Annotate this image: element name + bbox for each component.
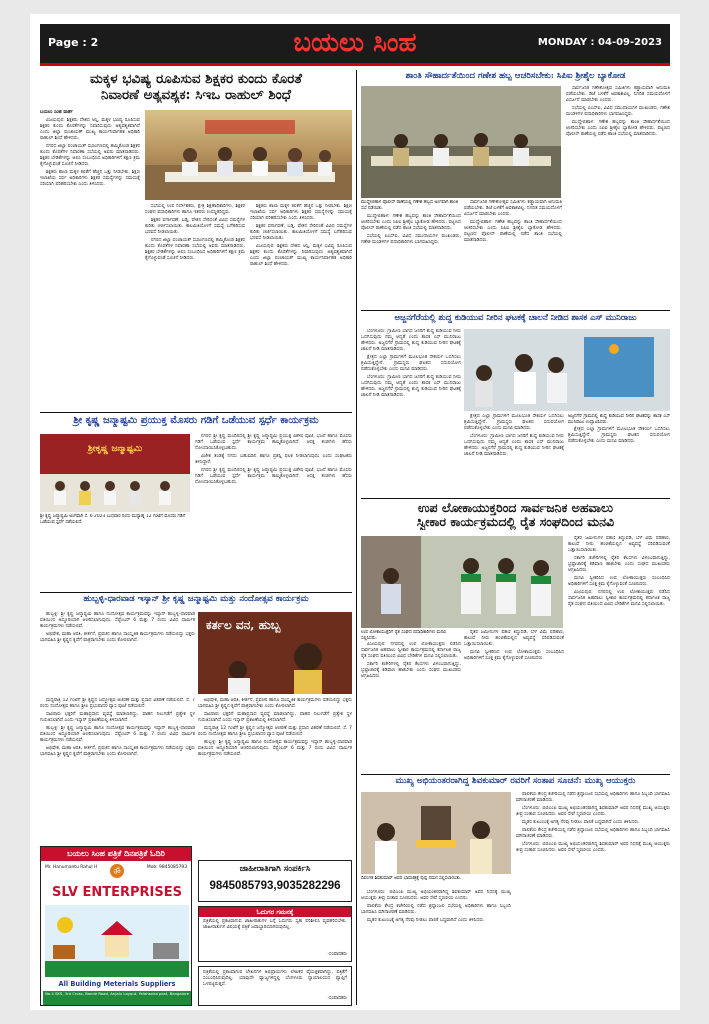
story2-para1: ಮುದ್ದೇಬಿಹಾಳ: ಗಣೇಶ ಹಬ್ಬವನ್ನು ಶಾಂತಿ ಸೌಹಾರ್ದತೆಯಿಂದ ಆಚರಿಸಬೇಕು ಎಂದು ಸಿಪಿಐ ಶ್ರೀಶೈಲ ಬ್ಯಾಕೋಡ ಹೇಳಿದರು. ಪಟ್ಟಣದ ಪೊಲೀಸ್ ಠಾಣೆಯಲ್ಲಿ ನಡೆದ ಶಾಂತಿ ಸಭೆಯಲ್ಲಿ ಮಾತನಾಡಿದರು.: [361, 214, 461, 231]
story3-para1: ಬೆಂಗಳೂರು: ಗ್ರಾಮೀಣ ಭಾಗದ ಜನರಿಗೆ ಶುದ್ಧ ಕುಡಿಯುವ ನೀರು ಒದಗಿಸುವುದು ನಮ್ಮ ಆದ್ಯತೆ ಎಂದು ಶಾಸಕ ಎಸ್ ಮುನಿರಾಜು ಹೇಳಿದರು. ಅಜ್ಜನಗೆರೆ ಗ್ರಾಮದಲ್ಲಿ ಶುದ್ಧ ಕುಡಿಯುವ ನೀರಿನ ಘಟಕಕ್ಕೆ ಚಾಲನೆ ನೀಡಿ ಮಾತನಾಡಿದರು.: [361, 329, 461, 352]
story6-photo: [361, 536, 563, 628]
story5-para4: ಸಾವಿರಾರು ಭಕ್ತರಿಗೆ ಮಹಾಪ್ರಸಾದ ವ್ಯವಸ್ಥೆ ಮಾಡಲಾಗಿದ್ದು, ವಾಹನ ನಿಲುಗಡೆಗೆ ಪ್ರತ್ಯೇಕ ಸ್ಥಳ ಗುರುತಿಸಲಾಗಿದೆ ಎಂದು ಇಸ್ಕಾನ್ ಪ್ರಕಟಣೆಯಲ್ಲಿ ತಿಳಿಸಲಾಗಿದೆ.: [40, 712, 195, 723]
story2-column-2: [464, 200, 562, 308]
story2-para3-cont: ಸಭೆಯಲ್ಲಿ ಪಿಎಸ್ಐ, ವಿವಿಧ ಸಮುದಾಯಗಳ ಮುಖಂಡರು, ಗಣೇಶ ಮಂಡಳಿಗಳ ಪದಾಧಿಕಾರಿಗಳು ಭಾಗವಹಿಸಿದ್ದರು.: [361, 234, 461, 245]
ad-editorial-notice-signature: -ಸಂಪಾದಕರು: [327, 996, 347, 1001]
story6-headline: [361, 501, 670, 530]
svg-text:ॐ: ॐ: [113, 867, 121, 876]
ad-reader-notice-header: ಓದುಗರ ಗಮನಕ್ಕೆ: [199, 907, 351, 917]
column-divider: [356, 70, 357, 1005]
story3-column-1: [361, 329, 461, 495]
story7-para2-more: ಪಾಲಿಕೆಯ ಕೇಂದ್ರ ಕಚೇರಿಯಲ್ಲಿ ನಡೆದ ಶ್ರದ್ಧಾಂಜಲಿ ಸಭೆಯಲ್ಲಿ ಅಧಿಕಾರಿಗಳು ಹಾಗೂ ಸಿಬ್ಬಂದಿ ಭಾಗವಹಿಸಿ ಮೌನಾಚರಣೆ ಮಾಡಿದರು.: [516, 828, 670, 839]
story7-para1-more: ಬೆಂಗಳೂರು: ಬಿಬಿಎಂಪಿ ಮುಖ್ಯ ಅಭಿಯಂತರರಾಗಿದ್ದ ಶಿವಕುಮಾರ್ ಅವರ ನಿಧನಕ್ಕೆ ಮುಖ್ಯ ಆಯುಕ್ತರು ತೀವ್ರ ಸಂತಾಪ ಸೂಚಿಸಿದರು. ಅವರ ಸೇವೆ ಸ್ಮರಣೀಯ ಎಂದರು.: [516, 842, 670, 853]
story5-para1-more: ಹುಬ್ಬಳ್ಳಿ: ಶ್ರೀ ಕೃಷ್ಣ ಜನ್ಮಾಷ್ಟಮಿ ಹಾಗೂ ನಂದೋತ್ಸವ ಕಾರ್ಯಕ್ರಮವನ್ನು ಇಸ್ಕಾನ್ ಹುಬ್ಬಳ್ಳಿ-ಧಾರವಾಡ ವತಿಯಿಂದ ಅದ್ದೂರಿಯಾಗಿ ಆಚರಿಸಲಾಗುವುದು. ಸೆಪ್ಟೆಂಬರ್ 6 ಮತ್ತು 7 ರಂದು ವಿವಿಧ ಧಾರ್ಮಿಕ ಕಾರ್ಯಕ್ರಮಗಳು ನಡೆಯಲಿವೆ.: [198, 740, 352, 757]
story1-para2: ನಗರದ ಜಿಲ್ಲಾ ಪಂಚಾಯತ್ ಸಭಾಂಗಣದಲ್ಲಿ ಹಮ್ಮಿಕೊಂಡ ಶಿಕ್ಷಕರ ಕುಂದು ಕೊರತೆಗಳ ನಿವಾರಣಾ ಸಭೆಯಲ್ಲಿ ಅವರು ಮಾತನಾಡಿದರು. ಶಿಕ್ಷಕರ ಬೇಡಿಕೆಗಳನ್ನು ಆಲಿಸಿ ಸಂಬಂಧಿಸಿದ ಅಧಿಕಾರಿಗಳಿಗೆ ತಕ್ಷಣ ಕ್ರಮ ಕೈಗೊಳ್ಳುವಂತೆ ಸೂಚನೆ ನೀಡಿದರು.: [40, 144, 140, 167]
story-divider: [361, 498, 670, 499]
story1-column-2: [145, 204, 245, 444]
ad-editorial-notice-box: [198, 966, 352, 1006]
ad-slv-top-banner: ಬಯಲು ಸಿಂಹ ಪತ್ರಿಕೆ ದಿನಪತ್ರಿಕೆ ಓದಿರಿ: [41, 847, 191, 861]
story1-dateline: ಬಯಲು ಸಿಂಹ ವಾರ್ತೆ: [40, 110, 73, 115]
story5-column-3: [198, 698, 352, 840]
ad-reader-notice-box: [198, 906, 352, 962]
story1-para2-cont: ನಗರದ ಜಿಲ್ಲಾ ಪಂಚಾಯತ್ ಸಭಾಂಗಣದಲ್ಲಿ ಹಮ್ಮಿಕೊಂಡ ಶಿಕ್ಷಕರ ಕುಂದು ಕೊರತೆಗಳ ನಿವಾರಣಾ ಸಭೆಯಲ್ಲಿ ಅವರು ಮಾತನಾಡಿದರು. ಶಿಕ್ಷಕರ ಬೇಡಿಕೆಗಳನ್ನು ಆಲಿಸಿ ಸಂಬಂಧಿಸಿದ ಅಧಿಕಾರಿಗಳಿಗೆ ತಕ್ಷಣ ಕ್ರಮ ಕೈಗೊಳ್ಳುವಂತೆ ಸೂಚನೆ ನೀಡಿದರು.: [145, 238, 245, 261]
story5-para1-cont: ಹುಬ್ಬಳ್ಳಿ: ಶ್ರೀ ಕೃಷ್ಣ ಜನ್ಮಾಷ್ಟಮಿ ಹಾಗೂ ನಂದೋತ್ಸವ ಕಾರ್ಯಕ್ರಮವನ್ನು ಇಸ್ಕಾನ್ ಹುಬ್ಬಳ್ಳಿ-ಧಾರವಾಡ ವತಿಯಿಂದ ಅದ್ದೂರಿಯಾಗಿ ಆಚರಿಸಲಾಗುವುದು. ಸೆಪ್ಟೆಂಬರ್ 6 ಮತ್ತು 7 ರಂದು ವಿವಿಧ ಧಾರ್ಮಿಕ ಕಾರ್ಯಕ್ರಮಗಳು ನಡೆಯಲಿವೆ.: [40, 726, 195, 743]
story7-para2-cont: ಪಾಲಿಕೆಯ ಕೇಂದ್ರ ಕಚೇರಿಯಲ್ಲಿ ನಡೆದ ಶ್ರದ್ಧಾಂಜಲಿ ಸಭೆಯಲ್ಲಿ ಅಧಿಕಾರಿಗಳು ಹಾಗೂ ಸಿಬ್ಬಂದಿ ಭಾಗವಹಿಸಿ ಮೌನಾಚರಣೆ ಮಾಡಿದರು.: [516, 792, 670, 803]
story4-photo-banner: ಶ್ರೀಕೃಷ್ಣ ಜನ್ಮಾಷ್ಟಮಿ: [87, 444, 143, 454]
story1-photo-meeting: [145, 110, 352, 200]
story3-para1-more: ಬೆಂಗಳೂರು: ಗ್ರಾಮೀಣ ಭಾಗದ ಜನರಿಗೆ ಶುದ್ಧ ಕುಡಿಯುವ ನೀರು ಒದಗಿಸುವುದು ನಮ್ಮ ಆದ್ಯತೆ ಎಂದು ಶಾಸಕ ಎಸ್ ಮುನಿರಾಜು ಹೇಳಿದರು. ಅಜ್ಜನಗೆರೆ ಗ್ರಾಮದಲ್ಲಿ ಶುದ್ಧ ಕುಡಿಯುವ ನೀರಿನ ಘಟಕಕ್ಕೆ ಚಾಲನೆ ನೀಡಿ ಮಾತನಾಡಿದರು.: [464, 434, 564, 457]
story5-column-2: [40, 698, 195, 840]
story4-headline: ಶ್ರೀ ಕೃಷ್ಣ ಜನ್ಮಾಷ್ಟಮಿ ಪ್ರಯುಕ್ತ ಮೊಸರು ಗಡಿಗೆ ಒಡೆಯುವ ಸ್ಪರ್ಧೆ ಕಾರ್ಯಕ್ರಮ: [73, 415, 319, 426]
story6-column-2: [464, 630, 564, 772]
story2-caption: ಮುದ್ದೇಬಿಹಾಳ ಪೊಲೀಸ್ ಠಾಣೆಯಲ್ಲಿ ಗಣೇಶ ಹಬ್ಬದ ಅಂಗವಾಗಿ ಶಾಂತಿ ಸಭೆ ನಡೆಯಿತು.: [361, 200, 459, 211]
story6-caption: ಉಪ ಲೋಕಾಯುಕ್ತರಿಗೆ ರೈತ ಸಂಘದ ಪದಾಧಿಕಾರಿಗಳು ಮನವಿ ಸಲ್ಲಿಸಿದರು.: [361, 630, 446, 641]
story4-para2: ವಿಜೇತ ತಂಡಕ್ಕೆ ನಗದು ಬಹುಮಾನ ಹಾಗೂ ಪ್ರಶಸ್ತಿ ಫಲಕ ನೀಡಲಾಗುವುದು ಎಂದು ಸಂಘಟಕರು ತಿಳಿಸಿದ್ದಾರೆ.: [195, 454, 352, 465]
story6-para4-cont: ಮನವಿ ಸ್ವೀಕರಿಸಿದ ಉಪ ಲೋಕಾಯುಕ್ತರು ಸಂಬಂಧಿಸಿದ ಅಧಿಕಾರಿಗಳಿಗೆ ಸೂಕ್ತ ಕ್ರಮ ಕೈಗೊಳ್ಳುವಂತೆ ಸೂಚಿಸಿದರು.: [464, 650, 564, 661]
story5-headline: ಹುಬ್ಬಳ್ಳಿ-ಧಾರವಾಡ ಇಸ್ಕಾನ್ ಶ್ರೀ ಕೃಷ್ಣ ಜನ್ಮಾಷ್ಟಮಿ ಮತ್ತು ನಂದೋತ್ಸವ ಕಾರ್ಯಕ್ರಮ: [83, 595, 309, 604]
story6-photo-petition: [361, 536, 563, 628]
story1-para3: ಶಿಕ್ಷಕರು ಶಾಲಾ ಮಕ್ಕಳ ಕಲಿಕೆಗೆ ಹೆಚ್ಚಿನ ಒತ್ತು ನೀಡಬೇಕು. ಶಿಕ್ಷಣ ಇಲಾಖೆಯ ಸರ್ವ ಅಧಿಕಾರಿಗಳು ಶಿಕ್ಷಕರ ಸಮಸ್ಯೆಗಳನ್ನು ಸಮಯಕ್ಕೆ ಸರಿಯಾಗಿ ಪರಿಹರಿಸಬೇಕು ಎಂದು ತಿಳಿಸಿದರು.: [40, 170, 140, 187]
story4-para1-cont: ನಗರದ ಶ್ರೀ ಕೃಷ್ಣ ಮಂದಿರದಲ್ಲಿ ಶ್ರೀ ಕೃಷ್ಣ ಜನ್ಮಾಷ್ಟಮಿ ಪ್ರಯುಕ್ತ ವಿಶೇಷ ಪೂಜೆ, ಭಜನೆ ಹಾಗೂ ಮೊಸರು ಗಡಿಗೆ ಒಡೆಯುವ ಸ್ಪರ್ಧೆ ಕಾರ್ಯಕ್ರಮ ಹಮ್ಮಿಕೊಳ್ಳಲಾಗಿದೆ. ಆಸಕ್ತ ತಂಡಗಳು ಹೆಸರು ನೋಂದಾಯಿಸಿಕೊಳ್ಳಬಹುದು.: [195, 468, 352, 485]
story2-para2-cont: ಸಾರ್ವಜನಿಕ ಗಣೇಶೋತ್ಸವ ಸಮಿತಿಗಳು ಕಡ್ಡಾಯವಾಗಿ ಅನುಮತಿ ಪಡೆಯಬೇಕು. ಡಿಜೆ ಬಳಕೆಗೆ ಅವಕಾಶವಿಲ್ಲ. ನಿಗದಿತ ಸಮಯದೊಳಗೆ ವಿಸರ್ಜನೆ ಮಾಡಬೇಕು ಎಂದರು.: [464, 200, 562, 217]
story7-headline: ಮುಖ್ಯ ಅಭಿಯಂತರರಾಗಿದ್ದ ಶಿವಕುಮಾರ್ ರವರಿಗೆ ಸಂತಾಪ ಸೂಚನೆ: ಮುಖ್ಯ ಆಯುಕ್ತರು: [395, 777, 636, 786]
story4-para1: ನಗರದ ಶ್ರೀ ಕೃಷ್ಣ ಮಂದಿರದಲ್ಲಿ ಶ್ರೀ ಕೃಷ್ಣ ಜನ್ಮಾಷ್ಟಮಿ ಪ್ರಯುಕ್ತ ವಿಶೇಷ ಪೂಜೆ, ಭಜನೆ ಹಾಗೂ ಮೊಸರು ಗಡಿಗೆ ಒಡೆಯುವ ಸ್ಪರ್ಧೆ ಕಾರ್ಯಕ್ರಮ ಹಮ್ಮಿಕೊಳ್ಳಲಾಗಿದೆ. ಆಸಕ್ತ ತಂಡಗಳು ಹೆಸರು ನೋಂದಾಯಿಸಿಕೊಳ್ಳಬಹುದು.: [195, 434, 352, 451]
story7-photo: [361, 792, 511, 874]
story7-para2: ಪಾಲಿಕೆಯ ಕೇಂದ್ರ ಕಚೇರಿಯಲ್ಲಿ ನಡೆದ ಶ್ರದ್ಧಾಂಜಲಿ ಸಭೆಯಲ್ಲಿ ಅಧಿಕಾರಿಗಳು ಹಾಗೂ ಸಿಬ್ಬಂದಿ ಭಾಗವಹಿಸಿ ಮೌನಾಚರಣೆ ಮಾಡಿದರು.: [361, 904, 511, 915]
story1-para3-cont: ಶಿಕ್ಷಕರು ಶಾಲಾ ಮಕ್ಕಳ ಕಲಿಕೆಗೆ ಹೆಚ್ಚಿನ ಒತ್ತು ನೀಡಬೇಕು. ಶಿಕ್ಷಣ ಇಲಾಖೆಯ ಸರ್ವ ಅಧಿಕಾರಿಗಳು ಶಿಕ್ಷಕರ ಸಮಸ್ಯೆಗಳನ್ನು ಸಮಯಕ್ಕೆ ಸರಿಯಾಗಿ ಪರಿಹರಿಸಬೇಕು ಎಂದು ತಿಳಿಸಿದರು.: [250, 204, 352, 221]
story-divider: [361, 310, 670, 311]
ad-reader-notice-body: ಪತ್ರಿಕೆಯಲ್ಲಿ ಪ್ರಕಟವಾಗುವ ಜಾಹೀರಾತುಗಳ ಬಗ್ಗೆ ಓದುಗರು ಸ್ವತಃ ಪರಿಶೀಲಿಸಿ ವ್ಯವಹರಿಸಬೇಕು. ಜಾಹೀರಾತುಗಳ ವಿಷಯಕ್ಕೆ ಪತ್ರಿಕೆ ಜವಾಬ್ದಾರಿಯಾಗಿರುವುದಿಲ್ಲ.: [203, 919, 347, 930]
story6-column-right: [568, 536, 670, 772]
story1-column-1: [40, 110, 140, 440]
building-materials-illustration-icon: [45, 905, 189, 977]
story3-para2-cont: ಕ್ಷೇತ್ರದ ಎಲ್ಲಾ ಗ್ರಾಮಗಳಿಗೆ ಮೂಲಭೂತ ಸೌಕರ್ಯ ಒದಗಿಸಲು ಶ್ರಮಿಸುತ್ತಿದ್ದೇನೆ. ಗ್ರಾಮಸ್ಥರು ಘಟಕದ ಸದುಪಯೋಗ ಪಡೆದುಕೊಳ್ಳಬೇಕು ಎಂದು ಮನವಿ ಮಾಡಿದರು.: [464, 414, 564, 431]
issue-date: MONDAY : 04-09-2023: [537, 37, 662, 48]
story1-para1: ವಿಜಯಪುರ: ಶಿಕ್ಷಕರು ದೇಶದ ಆಸ್ತಿ, ಮಕ್ಕಳ ಭವಿಷ್ಯ ರೂಪಿಸುವ ಶಿಕ್ಷಕರ ಕುಂದು ಕೊರತೆಗಳನ್ನು ನಿವಾರಿಸುವುದು ಅತ್ಯವಶ್ಯಕವಾಗಿದೆ ಎಂದು ಜಿಲ್ಲಾ ಪಂಚಾಯತ್ ಮುಖ್ಯ ಕಾರ್ಯನಿರ್ವಾಹಕ ಅಧಿಕಾರಿ ರಾಹುಲ್ ಶಿಂಧೆ ಹೇಳಿದರು.: [40, 118, 140, 141]
om-symbol-icon: [107, 863, 127, 879]
story5-para4-cont: ಸಾವಿರಾರು ಭಕ್ತರಿಗೆ ಮಹಾಪ್ರಸಾದ ವ್ಯವಸ್ಥೆ ಮಾಡಲಾಗಿದ್ದು, ವಾಹನ ನಿಲುಗಡೆಗೆ ಪ್ರತ್ಯೇಕ ಸ್ಥಳ ಗುರುತಿಸಲಾಗಿದೆ ಎಂದು ಇಸ್ಕಾನ್ ಪ್ರಕಟಣೆಯಲ್ಲಿ ತಿಳಿಸಲಾಗಿದೆ.: [198, 712, 352, 723]
story3-column-3: [568, 414, 670, 496]
story7-para3: ಮೃತರ ಕುಟುಂಬಕ್ಕೆ ಅಗತ್ಯ ನೆರವು ನೀಡಲು ಪಾಲಿಕೆ ಬದ್ಧವಾಗಿದೆ ಎಂದು ತಿಳಿಸಿದರು.: [367, 918, 485, 923]
ad-slv-contact-left: Mr. Hanumantu Rahul H: [45, 865, 98, 870]
story1-headline-line1: ಮಕ್ಕಳ ಭವಿಷ್ಯ ರೂಪಿಸುವ ಶಿಕ್ಷಕರ ಕುಂದು ಕೊರತೆ: [90, 72, 302, 87]
story2-para1-cont: ಮುದ್ದೇಬಿಹಾಳ: ಗಣೇಶ ಹಬ್ಬವನ್ನು ಶಾಂತಿ ಸೌಹಾರ್ದತೆಯಿಂದ ಆಚರಿಸಬೇಕು ಎಂದು ಸಿಪಿಐ ಶ್ರೀಶೈಲ ಬ್ಯಾಕೋಡ ಹೇಳಿದರು. ಪಟ್ಟಣದ ಪೊಲೀಸ್ ಠಾಣೆಯಲ್ಲಿ ನಡೆದ ಶಾಂತಿ ಸಭೆಯಲ್ಲಿ ಮಾತನಾಡಿದರು.: [566, 120, 670, 137]
story1-para5: ಶಿಕ್ಷಕರ ವರ್ಗಾವಣೆ, ಬಡ್ತಿ, ವೇತನ ಸೇರಿದಂತೆ ವಿವಿಧ ಸಮಸ್ಯೆಗಳ ಕುರಿತು ಚರ್ಚಿಸಲಾಯಿತು. ಕಾಲಮಿತಿಯೊಳಗೆ ಸಮಸ್ಯೆ ಬಗೆಹರಿಸುವ ಭರವಸೆ ನೀಡಲಾಯಿತು.: [145, 218, 245, 235]
story3-para2-more: ಕ್ಷೇತ್ರದ ಎಲ್ಲಾ ಗ್ರಾಮಗಳಿಗೆ ಮೂಲಭೂತ ಸೌಕರ್ಯ ಒದಗಿಸಲು ಶ್ರಮಿಸುತ್ತಿದ್ದೇನೆ. ಗ್ರಾಮಸ್ಥರು ಘಟಕದ ಸದುಪಯೋಗ ಪಡೆದುಕೊಳ್ಳಬೇಕು ಎಂದು ಮನವಿ ಮಾಡಿದರು.: [568, 427, 670, 445]
ad-reader-notice-signature: -ಸಂಪಾದಕರು: [327, 952, 347, 957]
story5-para3-cont: ಮಧ್ಯರಾತ್ರಿ 12 ಗಂಟೆಗೆ ಶ್ರೀ ಕೃಷ್ಣನ ಜನ್ಮೋತ್ಸವ ಆಚರಣೆ ಮತ್ತು ಪ್ರಸಾದ ವಿತರಣೆ ನಡೆಯಲಿದೆ. ಸೆ. 7 ರಂದು ನಂದೋತ್ಸವ ಹಾಗೂ ಶ್ರೀಲ ಪ್ರಭುಪಾದರ ವ್ಯಾಸ ಪೂಜೆ ನಡೆಯಲಿದೆ.: [198, 726, 352, 737]
story5-para1: ಹುಬ್ಬಳ್ಳಿ: ಶ್ರೀ ಕೃಷ್ಣ ಜನ್ಮಾಷ್ಟಮಿ ಹಾಗೂ ನಂದೋತ್ಸವ ಕಾರ್ಯಕ್ರಮವನ್ನು ಇಸ್ಕಾನ್ ಹುಬ್ಬಳ್ಳಿ-ಧಾರವಾಡ ವತಿಯಿಂದ ಅದ್ದೂರಿಯಾಗಿ ಆಚರಿಸಲಾಗುವುದು. ಸೆಪ್ಟೆಂಬರ್ 6 ಮತ್ತು 7 ರಂದು ವಿವಿಧ ಧಾರ್ಮಿಕ ಕಾರ್ಯಕ್ರಮಗಳು ನಡೆಯಲಿವೆ.: [40, 612, 195, 629]
story5-column-1: [40, 612, 195, 694]
story1-para4: ಸಭೆಯಲ್ಲಿ ಉಪ ನಿರ್ದೇಶಕರು, ಕ್ಷೇತ್ರ ಶಿಕ್ಷಣಾಧಿಕಾರಿಗಳು, ಶಿಕ್ಷಕರ ಸಂಘದ ಪದಾಧಿಕಾರಿಗಳು ಹಾಗೂ ಇತರರು ಉಪಸ್ಥಿತರಿದ್ದರು.: [145, 204, 245, 215]
story6-para3-cont: ಸರ್ಕಾರಿ ಕಚೇರಿಗಳಲ್ಲಿ ರೈತರ ಕೆಲಸಗಳು ವಿಳಂಬವಾಗುತ್ತಿದ್ದು, ಭ್ರಷ್ಟಾಚಾರಕ್ಕೆ ಕಡಿವಾಣ ಹಾಕಬೇಕು ಎಂದು ಸಂಘದ ಮುಖಂಡರು ಆಗ್ರಹಿಸಿದರು.: [361, 662, 461, 679]
ad-slv-enterprises: [40, 846, 192, 1006]
story5-photo-banner: ಕರ್ತಲ ವನ, ಹುಬ್ಬ: [206, 618, 281, 632]
ad-classified-header: ಜಾಹೀರಾತಿಗಾಗಿ ಸಂಪರ್ಕಿಸಿ: [239, 864, 311, 874]
story6-para2-cont: ರೈತರ ಜಮೀನುಗಳ ಪಹಣಿ ತಿದ್ದುಪಡಿ, ಬೆಳೆ ವಿಮೆ ಪರಿಹಾರ, ಕಾಲುವೆ ನೀರು ಹಂಚಿಕೆಯಲ್ಲಿನ ಅವ್ಯವಸ್ಥೆ ಸರಿಪಡಿಸುವಂತೆ ಒತ್ತಾಯಿಸಲಾಯಿತು.: [464, 630, 564, 647]
story2-column-right: [566, 86, 670, 308]
story1-column-3: [250, 204, 352, 444]
story7-column-2: [516, 792, 670, 1004]
ad-editorial-notice-body: ಪತ್ರಿಕೆಯಲ್ಲಿ ಪ್ರಕಟವಾಗುವ ಲೇಖನಗಳ ಅಭಿಪ್ರಾಯಗಳು ಲೇಖಕರ ವೈಯಕ್ತಿಕವಾಗಿದ್ದು, ಪತ್ರಿಕೆಗೆ ಸಂಬಂಧಿಸಿರುವುದಿಲ್ಲ. ಯಾವುದೇ ವ್ಯಾಜ್ಯಗಳಿದ್ದಲ್ಲಿ ಬೆಂಗಳೂರು ನ್ಯಾಯಾಲಯದ ವ್ಯಾಪ್ತಿಗೆ ಒಳಪಟ್ಟಿರುತ್ತದೆ.: [203, 970, 347, 987]
ad-slv-tagline: All Building Meterials Suppliers: [58, 980, 176, 988]
story4-column-1: [195, 434, 352, 546]
story2-photo-meeting: [361, 86, 561, 198]
story7-para1: ಬೆಂಗಳೂರು: ಬಿಬಿಎಂಪಿ ಮುಖ್ಯ ಅಭಿಯಂತರರಾಗಿದ್ದ ಶಿವಕುಮಾರ್ ಅವರ ನಿಧನಕ್ಕೆ ಮುಖ್ಯ ಆಯುಕ್ತರು ತೀವ್ರ ಸಂತಾಪ ಸೂಚಿಸಿದರು. ಅವರ ಸೇವೆ ಸ್ಮರಣೀಯ ಎಂದರು.: [361, 890, 511, 901]
story6-para3: ಸರ್ಕಾರಿ ಕಚೇರಿಗಳಲ್ಲಿ ರೈತರ ಕೆಲಸಗಳು ವಿಳಂಬವಾಗುತ್ತಿದ್ದು, ಭ್ರಷ್ಟಾಚಾರಕ್ಕೆ ಕಡಿವಾಣ ಹಾಕಬೇಕು ಎಂದು ಸಂಘದ ಮುಖಂಡರು ಆಗ್ರಹಿಸಿದರು.: [568, 556, 670, 573]
story6-headline-line1: ಉಪ ಲೋಕಾಯುಕ್ತರಿಂದ ಸಾರ್ವಜನಿಕ ಅಹವಾಲು: [417, 501, 614, 515]
story5-photo: [198, 612, 352, 694]
story6-para4: ಮನವಿ ಸ್ವೀಕರಿಸಿದ ಉಪ ಲೋಕಾಯುಕ್ತರು ಸಂಬಂಧಿಸಿದ ಅಧಿಕಾರಿಗಳಿಗೆ ಸೂಕ್ತ ಕ್ರಮ ಕೈಗೊಳ್ಳುವಂತೆ ಸೂಚಿಸಿದರು.: [568, 576, 670, 587]
newspaper-page: [30, 14, 680, 1010]
story5-para2-more: ಅಭಿಷೇಕ, ಮಹಾ ಆರತಿ, ಕೀರ್ತನೆ, ಪ್ರವಚನ ಹಾಗೂ ಸಾಂಸ್ಕೃತಿಕ ಕಾರ್ಯಕ್ರಮಗಳು ನಡೆಯಲಿದ್ದು ಭಕ್ತರು ಭಾಗವಹಿಸಿ ಶ್ರೀ ಕೃಷ್ಣನ ಕೃಪೆಗೆ ಪಾತ್ರರಾಗಬೇಕು ಎಂದು ಕೋರಲಾಗಿದೆ.: [198, 698, 352, 709]
story1-headline: [40, 72, 352, 103]
story3-caption: ಅಜ್ಜನಗೆರೆ ಗ್ರಾಮದಲ್ಲಿ ಶುದ್ಧ ಕುಡಿಯುವ ನೀರಿನ ಘಟಕವನ್ನು ಶಾಸಕ ಎಸ್ ಮುನಿರಾಜು ಉದ್ಘಾಟಿಸಿದರು.: [568, 414, 670, 425]
story2-column-1: [361, 214, 461, 308]
masthead: [40, 24, 670, 66]
story6-para1: ವಿಜಯಪುರ: ನಗರದಲ್ಲಿ ಉಪ ಲೋಕಾಯುಕ್ತರು ನಡೆಸಿದ ಸಾರ್ವಜನಿಕ ಅಹವಾಲು ಸ್ವೀಕಾರ ಕಾರ್ಯಕ್ರಮದಲ್ಲಿ ಕರ್ನಾಟಕ ರಾಜ್ಯ ರೈತ ಸಂಘದ ವತಿಯಿಂದ ವಿವಿಧ ಬೇಡಿಕೆಗಳ ಮನವಿ ಸಲ್ಲಿಸಲಾಯಿತು.: [361, 642, 461, 659]
ad-slv-address: No.4 SKS, 3rd Cross, Bande Road, Anjalu Layout, Yelahanka post, Bangalore: [43, 991, 191, 1005]
story7-photo-tribute: [361, 792, 511, 874]
story4-caption: ಶ್ರೀ ಕೃಷ್ಣ ಜನ್ಮಾಷ್ಟಮಿ ಅಂಗವಾಗಿ ಸೆ. 6 2023 ಬುಧವಾರ ರಂದು ಮಧ್ಯಾಹ್ನ 12 ಗಂಟೆಗೆ ಮೊಸರು ಗಡಿಗೆ ಒಡೆಯುವ ಸ್ಪರ್ಧೆ ನಡೆಯಲಿದೆ.: [40, 514, 186, 525]
story5-para2-cont: ಅಭಿಷೇಕ, ಮಹಾ ಆರತಿ, ಕೀರ್ತನೆ, ಪ್ರವಚನ ಹಾಗೂ ಸಾಂಸ್ಕೃತಿಕ ಕಾರ್ಯಕ್ರಮಗಳು ನಡೆಯಲಿದ್ದು ಭಕ್ತರು ಭಾಗವಹಿಸಿ ಶ್ರೀ ಕೃಷ್ಣನ ಕೃಪೆಗೆ ಪಾತ್ರರಾಗಬೇಕು ಎಂದು ಕೋರಲಾಗಿದೆ.: [40, 746, 195, 757]
story-divider: [40, 592, 352, 593]
story1-para5-cont: ಶಿಕ್ಷಕರ ವರ್ಗಾವಣೆ, ಬಡ್ತಿ, ವೇತನ ಸೇರಿದಂತೆ ವಿವಿಧ ಸಮಸ್ಯೆಗಳ ಕುರಿತು ಚರ್ಚಿಸಲಾಯಿತು. ಕಾಲಮಿತಿಯೊಳಗೆ ಸಮಸ್ಯೆ ಬಗೆಹರಿಸುವ ಭರವಸೆ ನೀಡಲಾಯಿತು.: [250, 224, 352, 241]
story2-photo: [361, 86, 561, 198]
story6-column-1: [361, 642, 461, 772]
story3-headline: ಅಜ್ಜನಗೆರೆಯಲ್ಲಿ ಶುದ್ಧ ಕುಡಿಯುವ ನೀರಿನ ಘಟಕಕ್ಕೆ ಚಾಲನೆ ನೀಡಿದ ಶಾಸಕ ಎಸ್ ಮುನಿರಾಜು: [394, 313, 637, 322]
story7-para1-cont: ಬೆಂಗಳೂರು: ಬಿಬಿಎಂಪಿ ಮುಖ್ಯ ಅಭಿಯಂತರರಾಗಿದ್ದ ಶಿವಕುಮಾರ್ ಅವರ ನಿಧನಕ್ಕೆ ಮುಖ್ಯ ಆಯುಕ್ತರು ತೀವ್ರ ಸಂತಾಪ ಸೂಚಿಸಿದರು. ಅವರ ಸೇವೆ ಸ್ಮರಣೀಯ ಎಂದರು.: [516, 806, 670, 817]
story3-photo-inauguration: [464, 329, 670, 411]
story3-para2: ಕ್ಷೇತ್ರದ ಎಲ್ಲಾ ಗ್ರಾಮಗಳಿಗೆ ಮೂಲಭೂತ ಸೌಕರ್ಯ ಒದಗಿಸಲು ಶ್ರಮಿಸುತ್ತಿದ್ದೇನೆ. ಗ್ರಾಮಸ್ಥರು ಘಟಕದ ಸದುಪಯೋಗ ಪಡೆದುಕೊಳ್ಳಬೇಕು ಎಂದು ಮನವಿ ಮಾಡಿದರು.: [361, 355, 461, 372]
story4-photo: [40, 434, 190, 512]
story-divider: [361, 774, 670, 775]
story6-para2: ರೈತರ ಜಮೀನುಗಳ ಪಹಣಿ ತಿದ್ದುಪಡಿ, ಬೆಳೆ ವಿಮೆ ಪರಿಹಾರ, ಕಾಲುವೆ ನೀರು ಹಂಚಿಕೆಯಲ್ಲಿನ ಅವ್ಯವಸ್ಥೆ ಸರಿಪಡಿಸುವಂತೆ ಒತ್ತಾಯಿಸಲಾಯಿತು.: [568, 536, 670, 553]
ad-classified-phones: 9845085793,9035282296: [209, 880, 341, 892]
story1-headline-line2: ನಿವಾರಣೆ ಅತ್ಯವಶ್ಯಕ: ಸಿಇಒ ರಾಹುಲ್ ಶಿಂಧೆ: [101, 86, 291, 103]
story7-column-1: [361, 890, 511, 1004]
story1-photo: [145, 110, 352, 200]
story6-para1-cont: ವಿಜಯಪುರ: ನಗರದಲ್ಲಿ ಉಪ ಲೋಕಾಯುಕ್ತರು ನಡೆಸಿದ ಸಾರ್ವಜನಿಕ ಅಹವಾಲು ಸ್ವೀಕಾರ ಕಾರ್ಯಕ್ರಮದಲ್ಲಿ ಕರ್ನಾಟಕ ರಾಜ್ಯ ರೈತ ಸಂಘದ ವತಿಯಿಂದ ವಿವಿಧ ಬೇಡಿಕೆಗಳ ಮನವಿ ಸಲ್ಲಿಸಲಾಯಿತು.: [568, 590, 670, 607]
story3-para1-cont: ಬೆಂಗಳೂರು: ಗ್ರಾಮೀಣ ಭಾಗದ ಜನರಿಗೆ ಶುದ್ಧ ಕುಡಿಯುವ ನೀರು ಒದಗಿಸುವುದು ನಮ್ಮ ಆದ್ಯತೆ ಎಂದು ಶಾಸಕ ಎಸ್ ಮುನಿರಾಜು ಹೇಳಿದರು. ಅಜ್ಜನಗೆರೆ ಗ್ರಾಮದಲ್ಲಿ ಶುದ್ಧ ಕುಡಿಯುವ ನೀರಿನ ಘಟಕಕ್ಕೆ ಚಾಲನೆ ನೀಡಿ ಮಾತನಾಡಿದರು.: [361, 375, 461, 398]
story2-para3: ಸಭೆಯಲ್ಲಿ ಪಿಎಸ್ಐ, ವಿವಿಧ ಸಮುದಾಯಗಳ ಮುಖಂಡರು, ಗಣೇಶ ಮಂಡಳಿಗಳ ಪದಾಧಿಕಾರಿಗಳು ಭಾಗವಹಿಸಿದ್ದರು.: [566, 106, 670, 117]
story2-para2: ಸಾರ್ವಜನಿಕ ಗಣೇಶೋತ್ಸವ ಸಮಿತಿಗಳು ಕಡ್ಡಾಯವಾಗಿ ಅನುಮತಿ ಪಡೆಯಬೇಕು. ಡಿಜೆ ಬಳಕೆಗೆ ಅವಕಾಶವಿಲ್ಲ. ನಿಗದಿತ ಸಮಯದೊಳಗೆ ವಿಸರ್ಜನೆ ಮಾಡಬೇಕು ಎಂದರು.: [566, 86, 670, 103]
story2-para1-more: ಮುದ್ದೇಬಿಹಾಳ: ಗಣೇಶ ಹಬ್ಬವನ್ನು ಶಾಂತಿ ಸೌಹಾರ್ದತೆಯಿಂದ ಆಚರಿಸಬೇಕು ಎಂದು ಸಿಪಿಐ ಶ್ರೀಶೈಲ ಬ್ಯಾಕೋಡ ಹೇಳಿದರು. ಪಟ್ಟಣದ ಪೊಲೀಸ್ ಠಾಣೆಯಲ್ಲಿ ನಡೆದ ಶಾಂತಿ ಸಭೆಯಲ್ಲಿ ಮಾತನಾಡಿದರು.: [464, 220, 562, 243]
story5-para3: ಮಧ್ಯರಾತ್ರಿ 12 ಗಂಟೆಗೆ ಶ್ರೀ ಕೃಷ್ಣನ ಜನ್ಮೋತ್ಸವ ಆಚರಣೆ ಮತ್ತು ಪ್ರಸಾದ ವಿತರಣೆ ನಡೆಯಲಿದೆ. ಸೆ. 7 ರಂದು ನಂದೋತ್ಸವ ಹಾಗೂ ಶ್ರೀಲ ಪ್ರಭುಪಾದರ ವ್ಯಾಸ ಪೂಜೆ ನಡೆಯಲಿದೆ.: [40, 698, 195, 709]
story5-para2: ಅಭಿಷೇಕ, ಮಹಾ ಆರತಿ, ಕೀರ್ತನೆ, ಪ್ರವಚನ ಹಾಗೂ ಸಾಂಸ್ಕೃತಿಕ ಕಾರ್ಯಕ್ರಮಗಳು ನಡೆಯಲಿದ್ದು ಭಕ್ತರು ಭಾಗವಹಿಸಿ ಶ್ರೀ ಕೃಷ್ಣನ ಕೃಪೆಗೆ ಪಾತ್ರರಾಗಬೇಕು ಎಂದು ಕೋರಲಾಗಿದೆ.: [40, 632, 195, 643]
story7-caption: ದಿವಂಗತ ಶಿವಕುಮಾರ್ ಅವರ ಭಾವಚಿತ್ರಕ್ಕೆ ಪುಷ್ಪ ನಮನ ಸಲ್ಲಿಸಲಾಯಿತು.: [361, 876, 462, 881]
story3-column-2: [464, 414, 564, 496]
ad-classified-box: [198, 860, 352, 902]
story1-para1-cont: ವಿಜಯಪುರ: ಶಿಕ್ಷಕರು ದೇಶದ ಆಸ್ತಿ, ಮಕ್ಕಳ ಭವಿಷ್ಯ ರೂಪಿಸುವ ಶಿಕ್ಷಕರ ಕುಂದು ಕೊರತೆಗಳನ್ನು ನಿವಾರಿಸುವುದು ಅತ್ಯವಶ್ಯಕವಾಗಿದೆ ಎಂದು ಜಿಲ್ಲಾ ಪಂಚಾಯತ್ ಮುಖ್ಯ ಕಾರ್ಯನಿರ್ವಾಹಕ ಅಧಿಕಾರಿ ರಾಹುಲ್ ಶಿಂಧೆ ಹೇಳಿದರು.: [250, 244, 352, 267]
newspaper-title: ಬಯಲು ಸಿಂಹ: [293, 28, 417, 58]
story3-photo: [464, 329, 670, 411]
story2-headline: ಶಾಂತಿ ಸೌಹಾರ್ದತೆಯಿಂದ ಗಣೇಶ ಹಬ್ಬ ಆಚರಿಸಬೇಕು: ಸಿಪಿಐ ಶ್ರೀಶೈಲ ಬ್ಯಾಕೋಡ: [405, 72, 626, 81]
story6-headline-line2: ಸ್ವೀಕಾರ ಕಾರ್ಯಕ್ರಮದಲ್ಲಿ ರೈತ ಸಂಘದಿಂದ ಮನವಿ: [416, 514, 615, 530]
page-number: Page : 2: [48, 36, 99, 49]
ad-slv-contact-right: Mob: 9845085793: [146, 865, 187, 870]
story-divider: [40, 412, 352, 413]
ad-slv-name: SLV ENTERPRISES: [52, 885, 182, 900]
story7-para3-cont: ಮೃತರ ಕುಟುಂಬಕ್ಕೆ ಅಗತ್ಯ ನೆರವು ನೀಡಲು ಪಾಲಿಕೆ ಬದ್ಧವಾಗಿದೆ ಎಂದು ತಿಳಿಸಿದರು.: [522, 820, 640, 825]
